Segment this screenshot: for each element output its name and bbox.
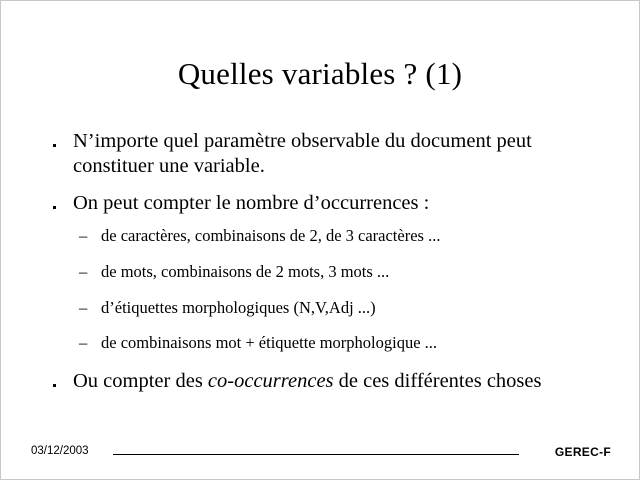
list-item-label: N’importe quel paramètre observable du document peut constituer une variable. [73,130,532,177]
bullet-marker-icon [53,384,56,387]
slide-body [47,129,607,406]
dash-marker-icon: – [79,226,88,245]
list-item-label: On peut compter le nombre d’occurrences : [73,192,430,214]
list-item-label-emphasis: co-occurrences [207,370,334,393]
footer-date: 03/12/2003 [31,445,89,457]
dash-marker-icon: – [79,261,88,281]
slide-footer [31,445,611,465]
page-title: Quelles variables ? (1) [177,56,463,91]
list-item [47,298,607,318]
list-item-label: de mots, combinaisons de 2 mots, 3 mots ... [101,261,390,281]
list-item-label-pre: Ou compter des [73,370,208,393]
list-item-label: de caractères, combinaisons de 2, de 3 caractères ... [101,226,441,245]
list-item-label-post: de ces différentes choses [333,370,542,393]
dash-marker-icon: – [79,333,88,353]
sub-list [47,226,607,353]
footer-divider [113,454,519,455]
bullet-marker-icon [53,144,56,147]
list-item-label: d’étiquettes morphologiques (N,V,Adj ...) [101,297,376,317]
dash-marker-icon: – [79,297,88,317]
list-item [47,262,607,282]
list-item [47,369,607,394]
list-item [47,333,607,353]
footer-brand: GEREC-F [554,445,611,459]
list-item-label: de combinaisons mot + étiquette morphologique ... [101,333,438,353]
list-item [47,191,607,216]
list-item [47,129,607,179]
bullet-marker-icon [53,206,56,209]
list-item [47,226,607,246]
